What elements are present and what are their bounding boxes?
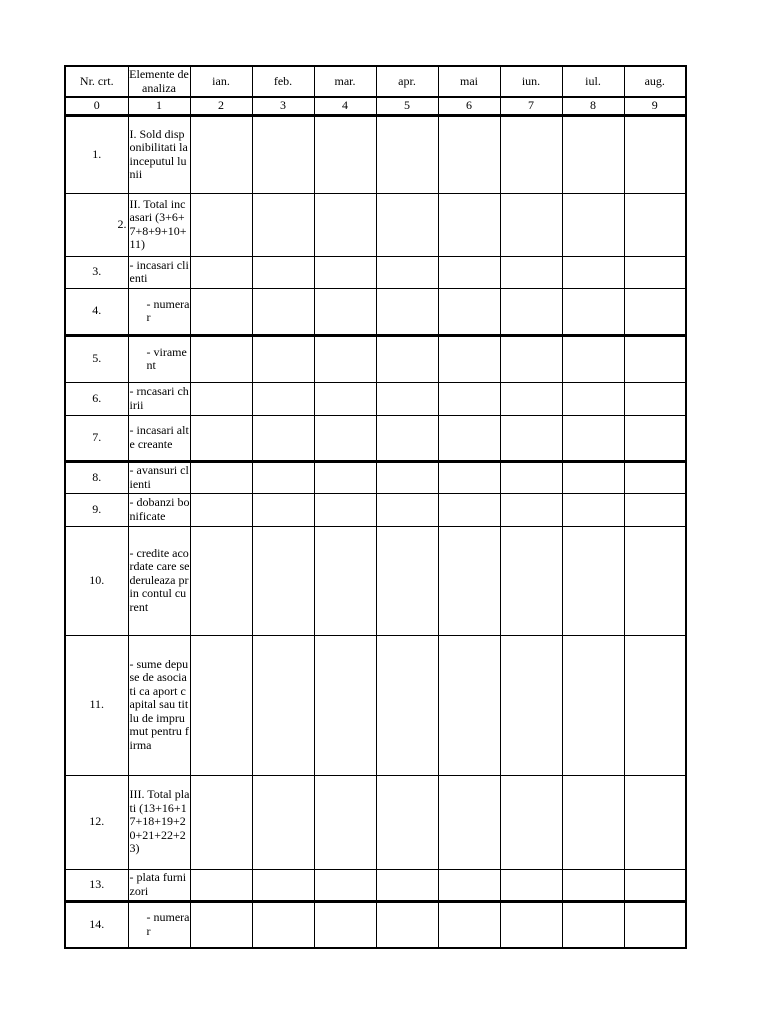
value-cell[interactable] bbox=[438, 526, 500, 635]
row-number: 11. bbox=[65, 635, 128, 775]
header-month-feb: feb. bbox=[252, 66, 314, 97]
row-number: 1. bbox=[65, 115, 128, 193]
value-cell[interactable] bbox=[252, 461, 314, 493]
column-number: 8 bbox=[562, 97, 624, 115]
row-label: - incasari alte creante bbox=[128, 415, 190, 461]
value-cell[interactable] bbox=[562, 461, 624, 493]
value-cell[interactable] bbox=[562, 335, 624, 382]
header-month-iul: iul. bbox=[562, 66, 624, 97]
header-elemente: Elemente de analiza bbox=[128, 66, 190, 97]
value-cell[interactable] bbox=[314, 775, 376, 869]
value-cell[interactable] bbox=[190, 901, 252, 948]
header-row bbox=[65, 66, 686, 97]
value-cell[interactable] bbox=[624, 115, 686, 193]
value-cell[interactable] bbox=[376, 461, 438, 493]
value-cell[interactable] bbox=[500, 493, 562, 526]
row-label: - plata furnizori bbox=[128, 869, 190, 901]
value-cell[interactable] bbox=[314, 493, 376, 526]
value-cell[interactable] bbox=[190, 415, 252, 461]
header-month-apr: apr. bbox=[376, 66, 438, 97]
value-cell[interactable] bbox=[314, 635, 376, 775]
value-cell[interactable] bbox=[624, 635, 686, 775]
value-cell[interactable] bbox=[500, 775, 562, 869]
value-cell[interactable] bbox=[252, 635, 314, 775]
table-row bbox=[65, 461, 686, 493]
value-cell[interactable] bbox=[190, 635, 252, 775]
row-number: 7. bbox=[65, 415, 128, 461]
value-cell[interactable] bbox=[562, 869, 624, 901]
value-cell[interactable] bbox=[624, 493, 686, 526]
value-cell[interactable] bbox=[190, 382, 252, 415]
column-number: 0 bbox=[65, 97, 128, 115]
table-row bbox=[65, 193, 686, 256]
row-label: - virament bbox=[128, 335, 190, 382]
value-cell[interactable] bbox=[314, 461, 376, 493]
value-cell[interactable] bbox=[500, 635, 562, 775]
value-cell[interactable] bbox=[376, 193, 438, 256]
column-number-row bbox=[65, 97, 686, 115]
value-cell[interactable] bbox=[562, 288, 624, 335]
value-cell[interactable] bbox=[252, 382, 314, 415]
header-month-mai: mai bbox=[438, 66, 500, 97]
value-cell[interactable] bbox=[624, 901, 686, 948]
table-row bbox=[65, 775, 686, 869]
value-cell[interactable] bbox=[376, 382, 438, 415]
value-cell[interactable] bbox=[500, 115, 562, 193]
row-number: 3. bbox=[65, 256, 128, 288]
value-cell[interactable] bbox=[562, 526, 624, 635]
value-cell[interactable] bbox=[190, 288, 252, 335]
row-label: - avansuri clienti bbox=[128, 461, 190, 493]
table-row bbox=[65, 493, 686, 526]
value-cell[interactable] bbox=[190, 869, 252, 901]
value-cell[interactable] bbox=[624, 335, 686, 382]
value-cell[interactable] bbox=[314, 901, 376, 948]
value-cell[interactable] bbox=[252, 256, 314, 288]
value-cell[interactable] bbox=[376, 635, 438, 775]
value-cell[interactable] bbox=[438, 288, 500, 335]
value-cell[interactable] bbox=[252, 775, 314, 869]
value-cell[interactable] bbox=[252, 415, 314, 461]
header-month-ian: ian. bbox=[190, 66, 252, 97]
value-cell[interactable] bbox=[252, 493, 314, 526]
value-cell[interactable] bbox=[500, 193, 562, 256]
row-label: - incasari clienti bbox=[128, 256, 190, 288]
value-cell[interactable] bbox=[314, 415, 376, 461]
value-cell[interactable] bbox=[624, 415, 686, 461]
table-row bbox=[65, 115, 686, 193]
table-row bbox=[65, 382, 686, 415]
value-cell[interactable] bbox=[252, 526, 314, 635]
column-number: 1 bbox=[128, 97, 190, 115]
row-label: - dobanzi bonificate bbox=[128, 493, 190, 526]
header-month-iun: iun. bbox=[500, 66, 562, 97]
value-cell[interactable] bbox=[376, 115, 438, 193]
column-number: 5 bbox=[376, 97, 438, 115]
value-cell[interactable] bbox=[376, 901, 438, 948]
value-cell[interactable] bbox=[500, 288, 562, 335]
column-number: 3 bbox=[252, 97, 314, 115]
table-row bbox=[65, 635, 686, 775]
value-cell[interactable] bbox=[562, 382, 624, 415]
value-cell[interactable] bbox=[252, 193, 314, 256]
value-cell[interactable] bbox=[190, 193, 252, 256]
row-number: 4. bbox=[65, 288, 128, 335]
header-month-mar: mar. bbox=[314, 66, 376, 97]
row-number: 10. bbox=[65, 526, 128, 635]
row-number: 8. bbox=[65, 461, 128, 493]
column-number: 4 bbox=[314, 97, 376, 115]
row-number: 12. bbox=[65, 775, 128, 869]
table-row bbox=[65, 335, 686, 382]
value-cell[interactable] bbox=[252, 869, 314, 901]
table-row bbox=[65, 415, 686, 461]
value-cell[interactable] bbox=[500, 901, 562, 948]
value-cell[interactable] bbox=[252, 115, 314, 193]
value-cell[interactable] bbox=[314, 288, 376, 335]
value-cell[interactable] bbox=[314, 335, 376, 382]
value-cell[interactable] bbox=[376, 256, 438, 288]
value-cell[interactable] bbox=[624, 869, 686, 901]
value-cell[interactable] bbox=[252, 335, 314, 382]
row-label: III. Total plati (13+16+17+18+19+20+21+22+23) bbox=[128, 775, 190, 869]
value-cell[interactable] bbox=[562, 493, 624, 526]
value-cell[interactable] bbox=[438, 415, 500, 461]
column-number: 7 bbox=[500, 97, 562, 115]
row-label: II. Total incasari (3+6+7+8+9+10+11) bbox=[128, 193, 190, 256]
value-cell[interactable] bbox=[500, 382, 562, 415]
value-cell[interactable] bbox=[314, 193, 376, 256]
row-label: - numerar bbox=[128, 288, 190, 335]
value-cell[interactable] bbox=[252, 901, 314, 948]
value-cell[interactable] bbox=[624, 461, 686, 493]
row-number: 9. bbox=[65, 493, 128, 526]
value-cell[interactable] bbox=[562, 115, 624, 193]
header-month-aug: aug. bbox=[624, 66, 686, 97]
value-cell[interactable] bbox=[376, 288, 438, 335]
value-cell[interactable] bbox=[190, 461, 252, 493]
value-cell[interactable] bbox=[438, 869, 500, 901]
value-cell[interactable] bbox=[500, 526, 562, 635]
value-cell[interactable] bbox=[438, 493, 500, 526]
value-cell[interactable] bbox=[562, 775, 624, 869]
value-cell[interactable] bbox=[190, 775, 252, 869]
table-row bbox=[65, 869, 686, 901]
row-label: I. Sold disponibilitati la inceputul lunii bbox=[128, 115, 190, 193]
value-cell[interactable] bbox=[190, 256, 252, 288]
value-cell[interactable] bbox=[438, 193, 500, 256]
value-cell[interactable] bbox=[314, 115, 376, 193]
value-cell[interactable] bbox=[562, 256, 624, 288]
value-cell[interactable] bbox=[438, 775, 500, 869]
table-row bbox=[65, 288, 686, 335]
value-cell[interactable] bbox=[438, 901, 500, 948]
value-cell[interactable] bbox=[252, 288, 314, 335]
row-label: - sume depuse de asociati ca aport capital sau titlu de imprumut pentru firma bbox=[128, 635, 190, 775]
row-number: 5. bbox=[65, 335, 128, 382]
table-row bbox=[65, 526, 686, 635]
value-cell[interactable] bbox=[376, 415, 438, 461]
value-cell[interactable] bbox=[562, 193, 624, 256]
value-cell[interactable] bbox=[500, 335, 562, 382]
table-row bbox=[65, 256, 686, 288]
column-number: 6 bbox=[438, 97, 500, 115]
value-cell[interactable] bbox=[562, 635, 624, 775]
value-cell[interactable] bbox=[624, 193, 686, 256]
value-cell[interactable] bbox=[314, 526, 376, 635]
row-label: - numerar bbox=[128, 901, 190, 948]
value-cell[interactable] bbox=[314, 256, 376, 288]
cash-flow-table bbox=[64, 65, 687, 949]
table-row bbox=[65, 901, 686, 948]
value-cell[interactable] bbox=[438, 335, 500, 382]
value-cell[interactable] bbox=[376, 526, 438, 635]
value-cell[interactable] bbox=[314, 382, 376, 415]
value-cell[interactable] bbox=[190, 335, 252, 382]
row-number: 13. bbox=[65, 869, 128, 901]
value-cell[interactable] bbox=[438, 256, 500, 288]
row-number: 14. bbox=[65, 901, 128, 948]
value-cell[interactable] bbox=[438, 382, 500, 415]
header-nr-crt: Nr. crt. bbox=[65, 66, 128, 97]
value-cell[interactable] bbox=[376, 869, 438, 901]
value-cell[interactable] bbox=[624, 256, 686, 288]
value-cell[interactable] bbox=[314, 869, 376, 901]
value-cell[interactable] bbox=[500, 461, 562, 493]
value-cell[interactable] bbox=[190, 115, 252, 193]
value-cell[interactable] bbox=[500, 415, 562, 461]
value-cell[interactable] bbox=[438, 461, 500, 493]
value-cell[interactable] bbox=[190, 493, 252, 526]
value-cell[interactable] bbox=[624, 526, 686, 635]
row-number: 2. bbox=[65, 193, 128, 256]
value-cell[interactable] bbox=[624, 288, 686, 335]
value-cell[interactable] bbox=[376, 335, 438, 382]
value-cell[interactable] bbox=[438, 635, 500, 775]
value-cell[interactable] bbox=[500, 869, 562, 901]
value-cell[interactable] bbox=[190, 526, 252, 635]
value-cell[interactable] bbox=[624, 382, 686, 415]
value-cell[interactable] bbox=[500, 256, 562, 288]
column-number: 9 bbox=[624, 97, 686, 115]
value-cell[interactable] bbox=[376, 493, 438, 526]
value-cell[interactable] bbox=[376, 775, 438, 869]
value-cell[interactable] bbox=[438, 115, 500, 193]
column-number: 2 bbox=[190, 97, 252, 115]
row-label: - credite acordate care se deruleaza prin contul curent bbox=[128, 526, 190, 635]
value-cell[interactable] bbox=[562, 901, 624, 948]
row-number: 6. bbox=[65, 382, 128, 415]
value-cell[interactable] bbox=[624, 775, 686, 869]
value-cell[interactable] bbox=[562, 415, 624, 461]
row-label: - rncasari chirii bbox=[128, 382, 190, 415]
